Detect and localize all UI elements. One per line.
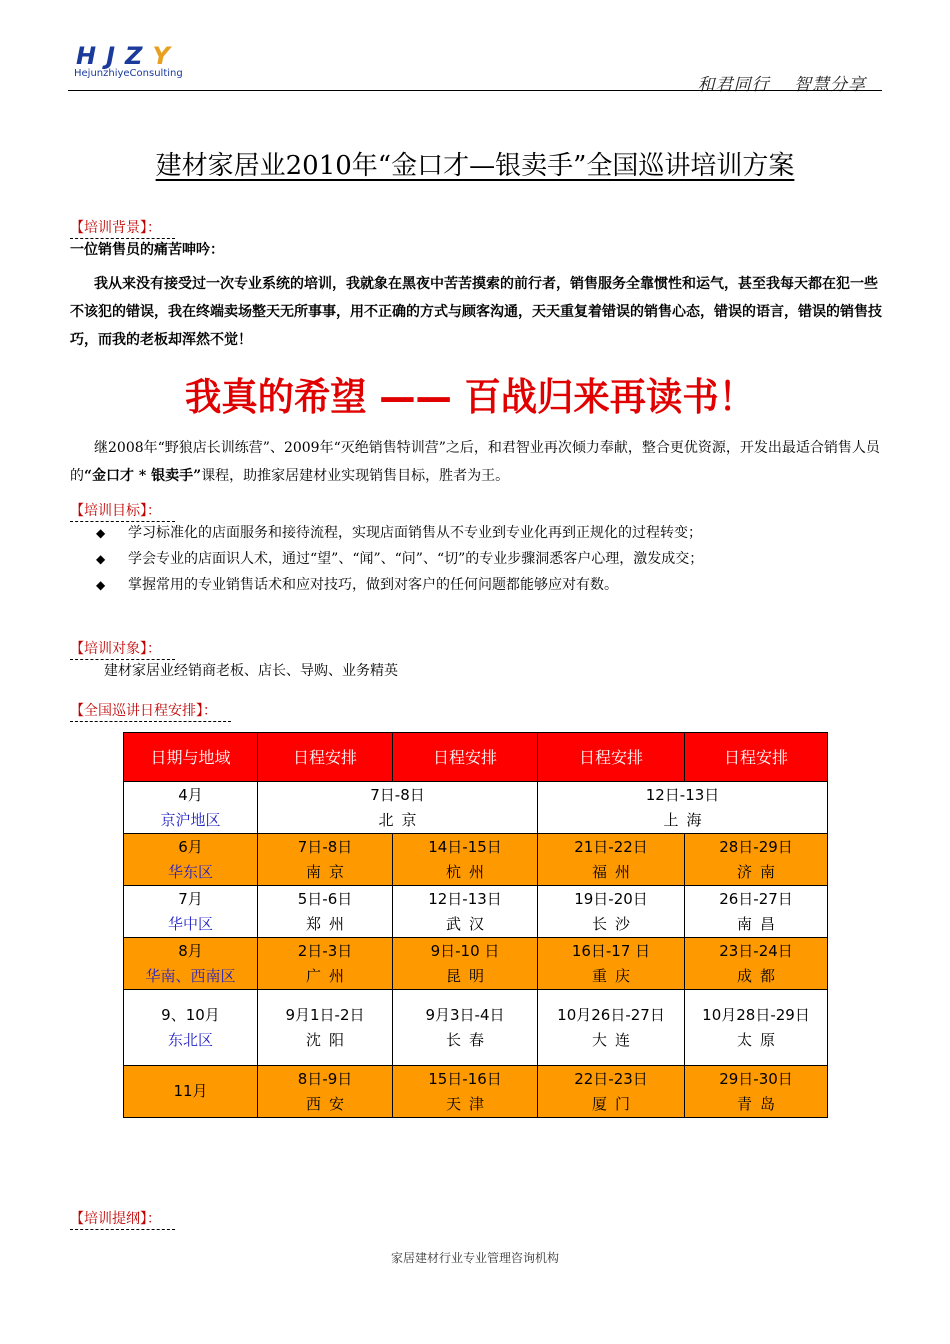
page-footer: 家居建材行业专业管理咨询机构 [390,1251,559,1265]
goals-list [70,521,884,599]
background-subheading: 一位销售员的痛苦呻吟： [70,242,224,258]
table-row [124,782,828,834]
schedule-cell: 8日-9日 西安 [258,1066,393,1118]
slogan-banner [180,372,760,420]
document-title: 建材家居业2010年“金口才—银卖手”全国巡讲培训方案 [155,151,795,181]
schedule-cell: 5日-6日 郑州 [258,886,393,938]
audience-text: 建材家居业经销商老板、店长、导购、业务精英 [104,663,398,679]
intro-paragraph: 继2008年“野狼店长训练营”、2009年“灭绝销售特训营”之后，和君智业再次倾力奉献，整合更优资源，开发出最适合销售人员的“金口才 * 银卖手”课程，助推家居建材业实现销售目标，胜者为王。 [70,440,880,484]
diamond-bullet-icon: ◆ [96,578,106,592]
schedule-cell: 2日-3日 广州 [258,938,393,990]
schedule-cell: 19日-20日 长沙 [538,886,685,938]
column-header: 日程安排 [393,733,538,782]
month-region-cell: 11月 [124,1066,258,1118]
schedule-cell: 9日-10 日 昆明 [393,938,538,990]
schedule-table [123,732,828,1118]
company-logo [70,42,190,88]
month-region-cell: 7月 华中区 [124,886,258,938]
schedule-cell: 14日-15日 杭州 [393,834,538,886]
banner-text: 我真的希望 —— 百战归来再读书！ [185,375,755,419]
diamond-bullet-icon: ◆ [96,552,106,566]
logo-letters: HJZY [76,42,180,70]
goal-item: ◆ 学习标准化的店面服务和接待流程，实现店面销售从不专业到专业化再到正规化的过程转变； [70,521,884,545]
schedule-cell: 28日-29日 济南 [685,834,828,886]
header-slogan: 和君同行 智慧分享 [697,75,866,95]
section-heading-goals: 【培训目标】： [70,500,175,522]
table-row [124,834,828,886]
month-region-cell: 9、10月 东北区 [124,990,258,1066]
table-row [124,886,828,938]
column-header: 日程安排 [685,733,828,782]
schedule-cell: 12日-13日 上海 [538,782,828,834]
course-name: “金口才 * 银卖手” [84,468,202,484]
goal-item: ◆ 学会专业的店面识人术，通过“望”、“闻”、“问”、“切”的专业步骤洞悉客户心理，激发成交； [70,547,884,571]
goal-item: ◆ 掌握常用的专业销售话术和应对技巧，做到对客户的任何问题都能够应对有数。 [70,573,884,597]
section-heading-outline: 【培训提纲】： [70,1208,175,1230]
month-region-cell: 4月 京沪地区 [124,782,258,834]
column-header: 日程安排 [258,733,393,782]
background-paragraph: 我从来没有接受过一次专业系统的培训，我就象在黑夜中苦苦摸索的前行者，销售服务全靠惯性和运气，甚至我每天都在犯一些不该犯的错误，我在终端卖场整天无所事事，用不正确的方式与顾客沟通，天天重复着错误的销售心态，错误的语言，错误的销售技巧，而我的老板却浑然不觉！ [70,276,882,348]
section-heading-audience: 【培训对象】： [70,638,175,660]
diamond-bullet-icon: ◆ [96,526,106,540]
logo-subtitle: HejunzhiyeConsulting [74,68,183,79]
schedule-cell: 21日-22日 福州 [538,834,685,886]
month-region-cell: 8月 华南、西南区 [124,938,258,990]
section-heading-background: 【培训背景】： [70,217,175,239]
schedule-cell: 12日-13日 武汉 [393,886,538,938]
schedule-cell: 9月1日-2日 沈阳 [258,990,393,1066]
schedule-cell: 7日-8日 南京 [258,834,393,886]
month-region-cell: 6月 华东区 [124,834,258,886]
table-header-row [124,733,828,782]
schedule-cell: 10月28日-29日 太原 [685,990,828,1066]
schedule-cell: 23日-24日 成都 [685,938,828,990]
table-row [124,938,828,990]
table-row [124,990,828,1066]
schedule-cell: 16日-17 日 重庆 [538,938,685,990]
schedule-cell: 10月26日-27日 大连 [538,990,685,1066]
schedule-cell: 7日-8日 北京 [258,782,538,834]
schedule-cell: 15日-16日 天津 [393,1066,538,1118]
schedule-cell: 9月3日-4日 长春 [393,990,538,1066]
section-heading-schedule: 【全国巡讲日程安排】： [70,700,231,722]
column-header: 日程安排 [538,733,685,782]
schedule-cell: 29日-30日 青岛 [685,1066,828,1118]
schedule-cell: 22日-23日 厦门 [538,1066,685,1118]
schedule-cell: 26日-27日 南昌 [685,886,828,938]
table-row [124,1066,828,1118]
header-divider [68,90,882,91]
column-header: 日期与地域 [124,733,258,782]
